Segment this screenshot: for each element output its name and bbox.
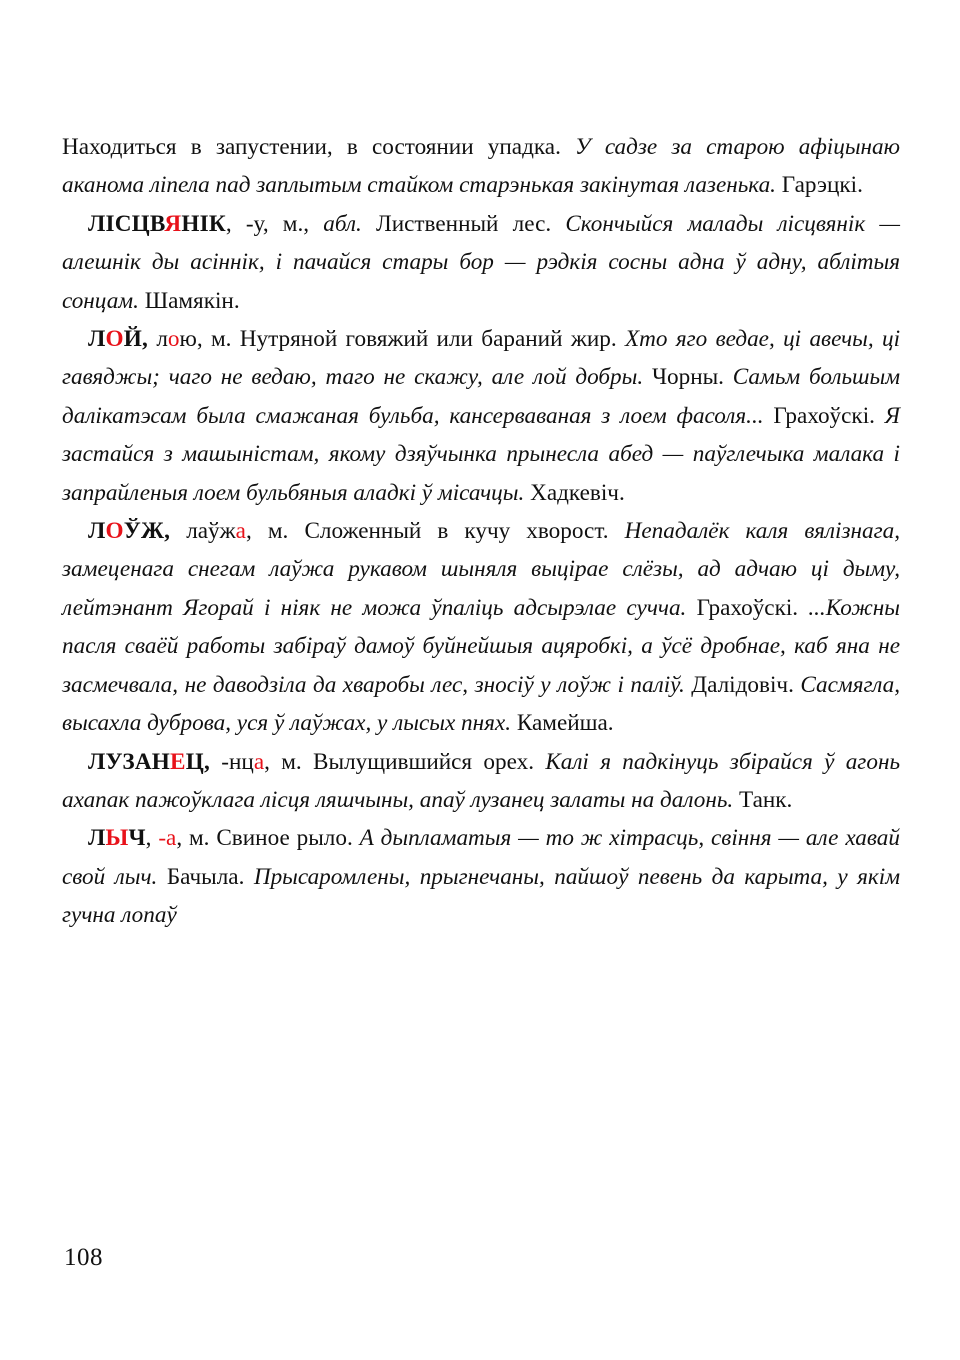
headword-part: Л <box>88 825 106 852</box>
headword-part: ЎЖ <box>123 518 165 545</box>
example-quote: Прысаромлены, прыгнечаны, пайшоў певень да карыта, у якім гучна лопаў <box>62 863 900 929</box>
headword-part: Л <box>88 518 106 545</box>
definition: Свиное рыло. <box>216 825 353 852</box>
headword-punct: , <box>203 748 210 775</box>
stress-vowel: О <box>105 326 124 353</box>
grammar-note: м. <box>281 748 302 775</box>
continued-entry-paragraph <box>62 128 900 205</box>
example-quote: ...Кожны пасля сваёй работы забіраў дамоў буйнейшыя ацяробкі, а ўсё дробнае, каб яна не засмечвала, не даводзіла да хваробы лес, зносіў у лоўж і паліў. <box>62 594 901 698</box>
headword <box>88 518 170 544</box>
inflection <box>156 326 202 352</box>
stress-vowel: а <box>253 748 265 775</box>
stress-vowel: Ы <box>105 825 129 852</box>
example-quote: Хто яго ведае, ці авечы, ці гавяджы; чаго не ведаю, таго не скажу, але лой добры. <box>62 326 901 391</box>
inflection-part: л <box>156 326 168 353</box>
inflection-punct: , <box>245 518 252 545</box>
headword <box>88 825 146 851</box>
dictionary-entry <box>62 320 900 512</box>
continued-source: Гарэцкі. <box>781 172 863 199</box>
inflection-punct: , <box>196 326 203 353</box>
dictionary-entry <box>62 743 900 820</box>
headword-part: ЛІСЦВ <box>88 210 165 237</box>
example-source: Шамякін. <box>144 287 240 314</box>
example-source: Камейша. <box>516 710 614 737</box>
definition: Вылущившийся орех. <box>313 748 534 775</box>
inflection-part: ю <box>179 326 197 353</box>
headword-part: Л <box>88 326 106 353</box>
stress-vowel: -а <box>158 825 177 852</box>
example-quote: А дыпламатыя — то ж хітрасць, свіння — але хавай свой лыч. <box>62 825 900 890</box>
example-source: Грахоўскі. <box>696 594 799 621</box>
continued-example: У садзе за старою афіцынаю аканома ліпела пад заплытым стайком старэнькая закінутая лазенька. <box>62 134 900 199</box>
example-source: Хадкевіч. <box>530 479 625 506</box>
example-quote: Непадалёк каля вялізнага, замеценага снегам лаўжа рукавом шыняля выцірае слёзы, ад адчаю ці дыму, лейтэнант Ягорай і ніяк не можа ўпаліць адсырэлае сучча. <box>62 518 901 621</box>
definition: Нутряной говяжий или бараний жир. <box>239 326 617 353</box>
example-source: Далідовіч. <box>691 671 794 698</box>
inflection <box>158 825 182 851</box>
inflection <box>246 211 269 237</box>
inflection-punct: , <box>262 210 269 237</box>
definition: Лиственный лес. <box>376 210 552 237</box>
headword <box>88 749 210 775</box>
example-quote: Скончыйся малады лісцвянік — алешнік ды асіннік, і пачайся стары бор — рэдкія сосны адна ў адну, аблітыя сонцам. <box>62 210 901 314</box>
grammar-note: м., <box>282 210 310 237</box>
stress-vowel: Е <box>170 748 186 775</box>
usage-label: абл. <box>323 210 362 237</box>
stress-vowel: о <box>167 326 180 353</box>
headword-punct: , <box>225 210 232 237</box>
dictionary-entry <box>62 512 900 742</box>
example-source: Бачыла. <box>166 863 245 890</box>
text-column <box>62 128 900 935</box>
inflection <box>221 749 270 775</box>
example-source: Танк. <box>739 786 793 813</box>
headword-part: Й <box>123 326 142 353</box>
example-quote: Я застайся з машыністам, якому дзяўчынка прынесла абед — паўглечыка малака і запрайленыя лоем бульбяныя аладкі ў місачцы. <box>62 402 901 506</box>
headword-punct: , <box>141 326 148 353</box>
page-number: 108 <box>64 1244 103 1271</box>
example-source: Чорны. <box>651 364 724 391</box>
example-quote: Сасмягла, высахла дуброва, уся ў лаўжах, у лысых пнях. <box>62 671 901 737</box>
example-quote: Самьм большым далікатэсам была смажаная бульба, кансерваваная з лоем фасоля... <box>62 364 901 429</box>
headword-punct: , <box>145 825 152 852</box>
inflection-part: -нц <box>221 748 254 775</box>
inflection-part: лаўж <box>186 518 236 545</box>
headword <box>88 326 148 352</box>
headword <box>88 211 226 237</box>
example-quote: Калі я падкінуць збірайся ў агонь ахапак пажоўклага лісця ляшчыны, апаў лузанец залаты на далонь. <box>62 748 901 813</box>
dictionary-entry <box>62 205 900 320</box>
grammar-note: м. <box>210 326 232 353</box>
headword-part: НІК <box>181 210 226 237</box>
inflection-part: -у <box>245 210 263 237</box>
dictionary-entry <box>62 819 900 934</box>
grammar-note: м. <box>267 518 289 545</box>
grammar-note: м. <box>189 825 210 852</box>
headword-punct: , <box>164 518 171 545</box>
headword-part: ЛУЗАН <box>88 748 171 775</box>
headword-part: Ц <box>185 748 204 775</box>
stress-vowel: Я <box>164 210 182 237</box>
definition: Сложенный в кучу хворост. <box>304 518 609 545</box>
stress-vowel: О <box>105 518 124 545</box>
stress-vowel: а <box>235 518 246 545</box>
headword-part: Ч <box>128 825 146 852</box>
inflection-punct: , <box>176 825 183 852</box>
inflection <box>186 518 252 544</box>
example-source: Грахоўскі. <box>773 402 875 429</box>
inflection-punct: , <box>264 748 270 775</box>
continued-definition: Находиться в запустении, в состоянии упадка. <box>62 134 561 160</box>
